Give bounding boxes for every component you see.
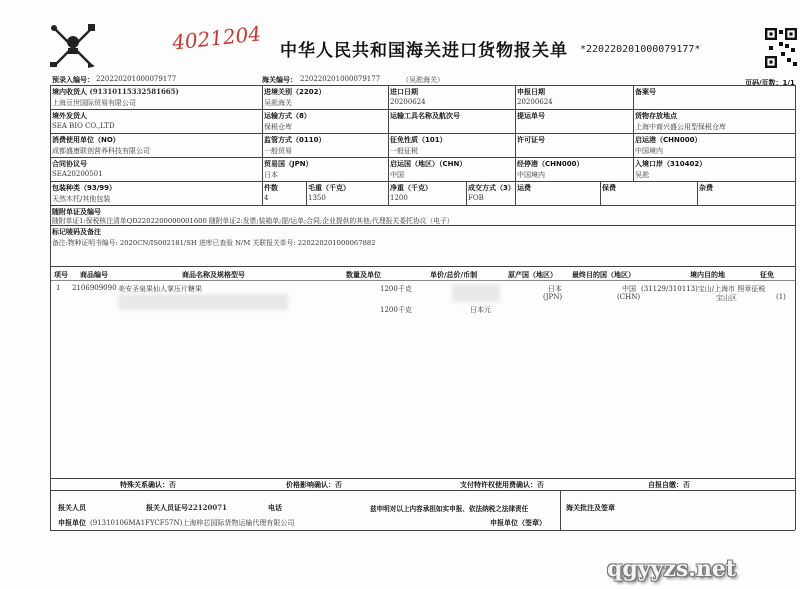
- site-watermark: qgyyzs.net: [607, 556, 737, 582]
- goods-item-no: 1: [56, 284, 61, 292]
- pack-value: 天然木托/其他包装: [52, 195, 111, 203]
- trade-country-value: 日本: [264, 171, 278, 179]
- consumer-label: 消费使用单位（NO）: [52, 136, 120, 144]
- redacted-spec: [118, 294, 288, 310]
- freight-label: 运费: [517, 184, 531, 192]
- import-date-value: 20200624: [390, 98, 426, 106]
- declaring-unit-label: 申报单位: [58, 519, 86, 527]
- barcode-number: *220220201000079177*: [580, 44, 701, 55]
- insurance-label: 保费: [602, 184, 616, 192]
- phone-label: 电话: [268, 504, 282, 512]
- transit-port-value: 中国境内: [517, 171, 545, 179]
- license-label: 许可证号: [517, 136, 545, 144]
- royalty-label: 支付特许权使用费确认：否: [460, 480, 544, 489]
- departure-label: 启运港（CHN000）: [635, 136, 702, 144]
- supervision-value: 一般贸易: [264, 147, 292, 155]
- col-item-no: 项号: [54, 271, 68, 279]
- goods-name: 美安圣泉果仙人掌压片糖果: [118, 285, 202, 293]
- goods-qty-declared: 1200千克: [380, 306, 412, 314]
- transit-port-label: 经停港（CHN000）: [517, 160, 584, 168]
- tax-value: 一般征税: [390, 147, 418, 155]
- col-tax: 征免: [760, 271, 774, 279]
- storage-label: 货物存放地点: [635, 112, 677, 120]
- declare-date-label: 申报日期: [517, 88, 545, 96]
- col-quantity: 数量及单位: [346, 271, 381, 279]
- gross-value: 1350: [308, 194, 326, 202]
- customs-number: 220220201000079177: [300, 75, 381, 83]
- customs-approval-label: 海关批注及签章: [566, 504, 615, 512]
- pack-label: 包装种类（93/99）: [52, 184, 117, 192]
- qr-code-icon: [765, 28, 797, 68]
- transport-value: 保税仓库: [264, 123, 292, 131]
- import-date-label: 进口日期: [390, 88, 418, 96]
- entry-port-value: 吴淞: [635, 171, 649, 179]
- entry-port-label: 入境口岸（310402）: [635, 160, 707, 168]
- storage-value: 上海中商兴盛公用型保税仓库: [635, 123, 726, 131]
- handwritten-number: 4021204: [170, 21, 263, 55]
- goods-destination-code: (CHN): [617, 293, 641, 301]
- docs-label: 随附单证及编号: [52, 208, 101, 216]
- consignee-label: 境内收货人 (91310115332581665): [52, 87, 179, 96]
- bill-label: 提运单号: [517, 112, 545, 120]
- goods-currency: 日本元: [470, 306, 491, 314]
- declaring-unit-seal-label: 申报单位（签章）: [490, 519, 546, 527]
- col-final-destination: 最终目的国（地区）: [572, 271, 635, 279]
- price-impact-label: 价格影响确认：否: [286, 480, 342, 489]
- customs-no-label: 海关编号：: [262, 76, 297, 84]
- port-label: 进境关别（2202）: [264, 88, 326, 96]
- net-value: 1200: [390, 194, 408, 202]
- pre-entry-number: 220220201000079177: [96, 75, 177, 83]
- tax-label: 征免性质（101）: [390, 136, 447, 144]
- declaring-unit-value: (91310106MA1FYCF57N)上海梓芯国际货物运输代理有限公司: [90, 519, 295, 527]
- departure-value: 中国境内: [635, 147, 663, 155]
- col-origin: 原产国（地区）: [508, 271, 557, 279]
- shipper-label: 境外发货人: [52, 112, 87, 120]
- goods-origin: 日本: [548, 285, 562, 293]
- pre-entry-label: 预录入编号：: [52, 76, 94, 84]
- goods-hs-code: 2106909090: [72, 284, 117, 292]
- count-label: 件数: [264, 184, 278, 192]
- goods-domestic-destination-district: 宝山区: [716, 294, 737, 302]
- docs-value: 随附单证1:保税核注清单QD2202200000001600 随附单证2:发票;装箱单;提/运单;合同;企业提供的其他;代理报关委托协议（电子）: [52, 217, 454, 225]
- col-domestic-destination: 境内目的地: [690, 271, 725, 279]
- goods-tax-code: (1): [776, 293, 786, 301]
- self-declare-label: 自报自缴：否: [648, 480, 690, 489]
- goods-destination: 中国: [622, 285, 636, 293]
- goods-qty-legal: 1200千克: [380, 285, 412, 293]
- count-value: 4: [264, 194, 269, 202]
- col-product-name: 商品名称及规格型号: [182, 271, 245, 279]
- supervision-label: 监管方式（0110）: [264, 136, 326, 144]
- remarks-value: 备注:物种证明书编号: 2020CN/IS002181/SH 进库已查验 N/M 关联报关单号: 220220201000067882: [52, 239, 376, 247]
- misc-label: 杂费: [699, 184, 713, 192]
- page-number: 页码/页数：1/1: [745, 79, 795, 87]
- customs-name: （吴淞海关）: [402, 76, 444, 84]
- goods-origin-code: (JPN): [543, 293, 563, 301]
- declarant-cert-label: 报关人员证号22120071: [146, 503, 227, 512]
- consumer-value: 成都盛康联创营养科技有限公司: [52, 147, 150, 155]
- special-relation-label: 特殊关系确认：否: [120, 480, 176, 489]
- col-price: 单价/总价/币制: [430, 271, 478, 279]
- net-label: 净重（千克）: [390, 184, 432, 192]
- consignee-value: 上海亘世国际贸易有限公司: [52, 99, 136, 107]
- deal-label: 成交方式（3）: [468, 184, 515, 192]
- gross-label: 毛重（千克）: [308, 184, 350, 192]
- port-value: 吴淞海关: [264, 99, 292, 107]
- customs-emblem-icon: [40, 22, 106, 70]
- deal-value: FOB: [468, 194, 484, 202]
- origin-country-label: 启运国（地区）（CHN）: [390, 160, 467, 168]
- shipper-value: SEA BIO CO.,LTD: [52, 122, 115, 130]
- vehicle-label: 运输工具名称及航次号: [390, 112, 460, 120]
- transport-label: 运输方式（8）: [264, 112, 311, 120]
- record-no-label: 备案号: [635, 88, 656, 96]
- legal-statement: 兹申明对以上内容承担如实申报、依法纳税之法律责任: [370, 505, 529, 513]
- redacted-price: [452, 284, 500, 302]
- contract-label: 合同协议号: [52, 160, 87, 168]
- declarant-label: 报关人员: [58, 504, 86, 512]
- declare-date-value: 20200624: [517, 98, 553, 106]
- remarks-label: 标记唛码及备注: [52, 228, 101, 236]
- col-hs-code: 商品编号: [80, 271, 108, 279]
- trade-country-label: 贸易国（JPN）: [264, 160, 313, 168]
- contract-value: SEA20200501: [52, 170, 103, 178]
- form-title: 中华人民共和国海关进口货物报关单: [280, 41, 568, 61]
- origin-country-value: 中国: [390, 171, 404, 179]
- goods-domestic-destination: (31129/310113)宝山/上海市 照章征税: [641, 285, 766, 293]
